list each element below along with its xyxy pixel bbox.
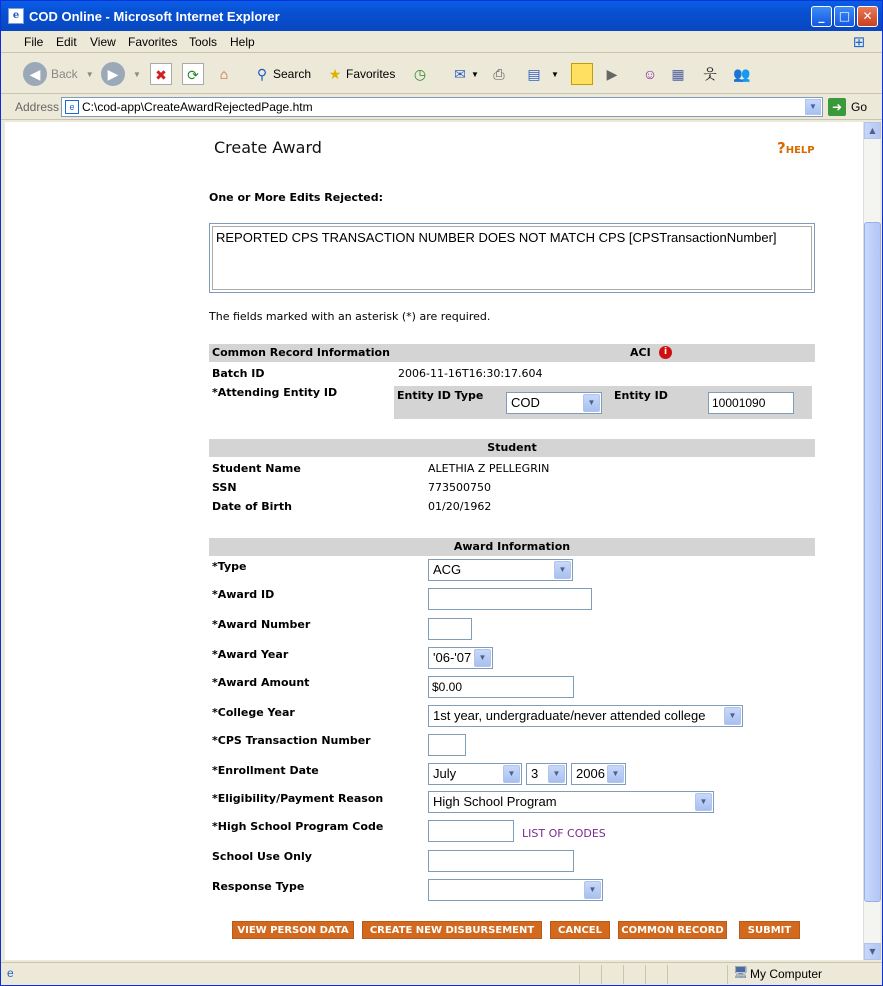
response-type-label: Response Type <box>212 880 305 893</box>
cancel-button[interactable]: CANCEL <box>550 921 610 939</box>
status-bar <box>1 962 882 985</box>
print-button[interactable] <box>488 60 510 88</box>
view-person-data-button[interactable]: VIEW PERSON DATA <box>232 921 354 939</box>
star-icon: ★ <box>328 66 342 82</box>
enrollment-month-select[interactable] <box>428 763 522 785</box>
chevron-down-icon: ▼ <box>584 881 601 899</box>
refresh-button[interactable] <box>182 60 204 88</box>
menu-file[interactable]: File <box>24 35 44 49</box>
search-label: Search <box>273 67 312 81</box>
entity-id-type-select[interactable] <box>506 392 602 414</box>
minimize-button[interactable]: _ <box>811 6 832 27</box>
help-link[interactable] <box>777 139 815 157</box>
scroll-thumb[interactable] <box>864 222 881 902</box>
enrollment-day-value: 3 <box>531 766 539 781</box>
note-button[interactable] <box>571 60 593 88</box>
eligibility-label: *Eligibility/Payment Reason <box>212 792 384 805</box>
home-icon: ⌂ <box>219 66 229 82</box>
rejected-label: One or More Edits Rejected: <box>209 191 383 204</box>
award-info-header: Award Information <box>209 538 815 556</box>
aim-button[interactable] <box>699 60 721 88</box>
print-icon: ⎙ <box>493 66 505 82</box>
status-segment <box>645 965 665 984</box>
messenger-icon: ☺ <box>642 66 658 82</box>
mail-icon: ✉ <box>454 66 466 82</box>
student-name-label: Student Name <box>212 462 301 475</box>
forward-button[interactable] <box>101 60 141 88</box>
research-button[interactable] <box>667 60 689 88</box>
address-input[interactable] <box>61 97 823 117</box>
history-button[interactable] <box>409 60 431 88</box>
award-year-value: '06-'07 <box>433 650 472 665</box>
eligibility-value: High School Program <box>433 794 557 809</box>
edit-icon: ▤ <box>527 66 541 82</box>
page-status-icon: e <box>7 966 14 980</box>
type-value: ACG <box>433 562 462 577</box>
history-icon: ◷ <box>413 66 427 82</box>
home-button[interactable] <box>213 60 235 88</box>
hs-program-code-label: *High School Program Code <box>212 820 384 833</box>
question-icon: ? <box>777 139 786 157</box>
enrollment-year-select[interactable] <box>571 763 626 785</box>
chevron-down-icon: ▼ <box>85 69 94 79</box>
mail-button[interactable] <box>449 60 479 88</box>
ie-icon: e <box>8 8 24 24</box>
college-year-select[interactable] <box>428 705 743 727</box>
enrollment-day-select[interactable] <box>526 763 567 785</box>
menu-tools[interactable]: Tools <box>189 35 218 49</box>
error-text: REPORTED CPS TRANSACTION NUMBER DOES NOT MATCH CPS [CPSTransactionNumber] <box>212 226 812 290</box>
menu-help[interactable]: Help <box>230 35 255 49</box>
list-of-codes-link[interactable]: LIST OF CODES <box>522 827 606 840</box>
scroll-up-icon[interactable]: ▲ <box>864 122 881 139</box>
menu-favorites[interactable]: Favorites <box>128 35 178 49</box>
college-year-label: *College Year <box>212 706 295 719</box>
zone-label: My Computer <box>750 967 823 981</box>
address-url: C:\cod-app\CreateAwardRejectedPage.htm <box>82 100 313 114</box>
chevron-down-icon[interactable]: ▼ <box>805 99 821 115</box>
address-label: Address <box>15 100 60 114</box>
dob-label: Date of Birth <box>212 500 292 513</box>
scroll-down-icon[interactable]: ▼ <box>864 943 881 960</box>
computer-icon: 🖥 <box>733 965 749 979</box>
info-icon[interactable]: i <box>659 346 672 359</box>
favorites-button[interactable] <box>324 60 395 88</box>
status-segment <box>667 965 687 984</box>
windows-logo-icon: ⊞ <box>852 33 866 51</box>
status-segment <box>623 965 643 984</box>
type-select[interactable] <box>428 559 573 581</box>
edit-button[interactable] <box>523 60 559 88</box>
batch-id-label: Batch ID <box>212 367 265 380</box>
award-amount-input[interactable]: $0.00 <box>428 676 574 698</box>
note-icon <box>571 63 593 85</box>
menu-bar <box>1 31 882 53</box>
chevron-down-icon: ▼ <box>554 561 571 579</box>
student-name-value: ALETHIA Z PELLEGRIN <box>428 462 550 475</box>
favorites-label: Favorites <box>346 67 396 81</box>
status-segment <box>579 965 599 984</box>
award-amount-label: *Award Amount <box>212 676 310 689</box>
contacts-button[interactable] <box>731 60 753 88</box>
page-icon: e <box>65 100 79 114</box>
cps-transaction-label: *CPS Transaction Number <box>212 734 371 747</box>
attending-entity-box <box>394 386 812 419</box>
go-button[interactable] <box>828 98 867 116</box>
student-header: Student <box>209 439 815 457</box>
enrollment-year-value: 2006 <box>576 766 605 781</box>
media-button[interactable] <box>601 60 623 88</box>
hs-program-code-input[interactable] <box>428 820 514 842</box>
stop-button[interactable] <box>150 60 172 88</box>
toolbar <box>1 54 882 94</box>
required-note: The fields marked with an asterisk (*) are required. <box>209 310 491 323</box>
back-arrow-icon: ◀ <box>23 62 47 86</box>
response-type-select[interactable] <box>428 879 603 901</box>
chevron-down-icon: ▼ <box>583 394 600 412</box>
aci-label: ACI <box>630 346 651 359</box>
running-man-icon: 웃 <box>703 66 717 82</box>
people-icon: 👥 <box>733 66 751 82</box>
close-button[interactable]: ✕ <box>857 6 878 27</box>
title-bar <box>1 1 882 31</box>
zone-segment <box>727 965 877 984</box>
menu-view[interactable]: View <box>90 35 116 49</box>
submit-button[interactable]: SUBMIT <box>739 921 800 939</box>
award-year-select[interactable] <box>428 647 493 669</box>
common-record-header <box>209 344 815 362</box>
entity-id-input[interactable]: 10001090 <box>708 392 794 414</box>
common-record-button[interactable]: COMMON RECORD <box>618 921 727 939</box>
page-title: Create Award <box>214 138 322 157</box>
award-id-input[interactable] <box>428 588 592 610</box>
maximize-button[interactable]: □ <box>834 6 855 27</box>
window-title: COD Online - Microsoft Internet Explorer <box>29 9 280 24</box>
chevron-down-icon: ▼ <box>503 765 520 783</box>
ssn-value: 773500750 <box>428 481 491 494</box>
chevron-down-icon: ▼ <box>474 649 491 667</box>
entity-id-label: Entity ID <box>614 389 668 402</box>
school-use-label: School Use Only <box>212 850 312 863</box>
error-textarea[interactable] <box>209 223 815 293</box>
messenger-button[interactable] <box>639 60 661 88</box>
chevron-down-icon: ▼ <box>724 707 741 725</box>
refresh-icon: ⟳ <box>182 63 204 85</box>
search-icon: ⚲ <box>256 66 268 82</box>
award-year-label: *Award Year <box>212 648 289 661</box>
go-label: Go <box>851 100 868 114</box>
media-icon: ▶ <box>606 66 618 82</box>
research-icon: ▦ <box>671 66 685 82</box>
school-use-input[interactable] <box>428 850 574 872</box>
create-new-disbursement-button[interactable]: CREATE NEW DISBURSEMENT <box>362 921 542 939</box>
chevron-down-icon: ▼ <box>551 69 559 79</box>
chevron-down-icon: ▼ <box>548 765 565 783</box>
dob-value: 01/20/1962 <box>428 500 492 513</box>
back-label: Back <box>51 67 78 81</box>
menu-edit[interactable]: Edit <box>56 35 77 49</box>
award-number-label: *Award Number <box>212 618 311 631</box>
common-record-title: Common Record Information <box>212 346 390 359</box>
address-bar <box>1 94 882 120</box>
batch-id-value: 2006-11-16T16:30:17.604 <box>398 367 543 380</box>
forward-arrow-icon: ▶ <box>101 62 125 86</box>
stop-icon: ✖ <box>150 63 172 85</box>
go-arrow-icon: ➜ <box>828 98 846 116</box>
chevron-down-icon: ▼ <box>695 793 712 811</box>
cps-transaction-input[interactable] <box>428 734 466 756</box>
vertical-scrollbar[interactable] <box>863 122 880 960</box>
enrollment-date-label: *Enrollment Date <box>212 764 319 777</box>
eligibility-select[interactable] <box>428 791 714 813</box>
entity-id-type-label: Entity ID Type <box>397 389 484 402</box>
enrollment-month-value: July <box>433 766 457 781</box>
chevron-down-icon: ▼ <box>133 69 141 79</box>
search-button[interactable] <box>251 60 311 88</box>
chevron-down-icon: ▼ <box>607 765 624 783</box>
award-id-label: *Award ID <box>212 588 275 601</box>
type-label: *Type <box>212 560 247 573</box>
college-year-value: 1st year, undergraduate/never attended college <box>433 708 706 723</box>
page-viewport <box>5 122 863 960</box>
back-button[interactable] <box>23 60 94 88</box>
entity-id-type-value: COD <box>511 395 540 410</box>
ssn-label: SSN <box>212 481 237 494</box>
attending-entity-label: *Attending Entity ID <box>212 386 338 399</box>
help-label: HELP <box>785 145 815 156</box>
chevron-down-icon: ▼ <box>471 69 479 79</box>
award-number-input[interactable] <box>428 618 472 640</box>
status-segment <box>601 965 621 984</box>
